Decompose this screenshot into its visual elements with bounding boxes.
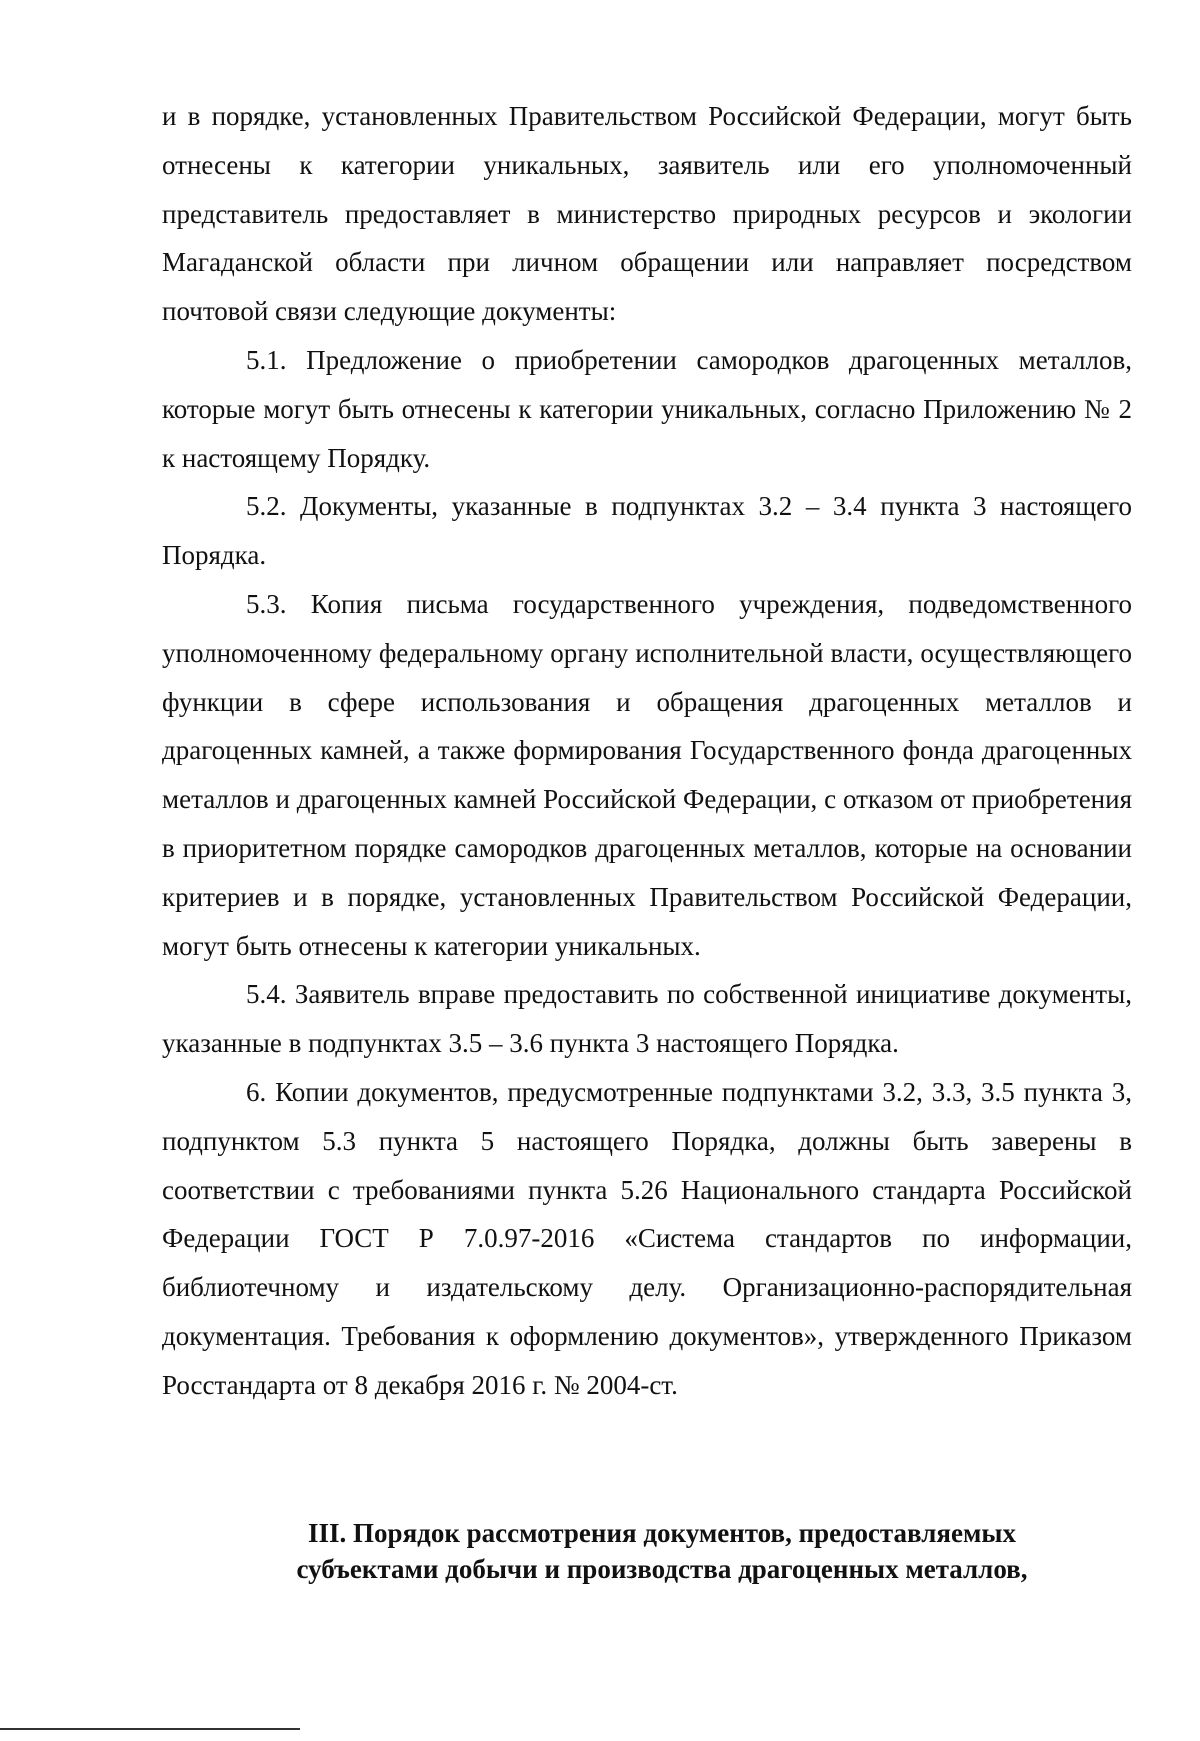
paragraph-5-4: 5.4. Заявитель вправе предоставить по собственной инициативе документы, указанные в подпунктах 3.5 – 3.6 пункта 3 настоящего Порядка. [162,979,1132,1059]
section-heading-line-1: III. Порядок рассмотрения документов, предоставляемых [308,1518,1016,1548]
paragraph-intro-continuation: и в порядке, установленных Правительством Российской Федерации, могут быть отнесены к категории уникальных, заявитель или его уполномоченный представитель предоставляет в министерство природных ресурсов и экологии Магаданской области при личном обращении или направляет посредством почтовой связи следующие документы: [162,101,1132,327]
paragraph-5-3: 5.3. Копия письма государственного учреждения, подведомственного уполномоченному федеральному органу исполнительной власти, осуществляющего функции в сфере использования и обращения драгоценных металлов и драгоценных камней, а также формирования Государственного фонда драгоценных металлов и драгоценных камней Российской Федерации, с отказом от приобретения в приоритетном порядке самородков драгоценных металлов, которые на основании критериев и в порядке, установленных Правительством Российской Федерации, могут быть отнесены к категории уникальных. [162,588,1132,961]
footnote-divider [0,1728,300,1730]
paragraph-5-1: 5.1. Предложение о приобретении самородков драгоценных металлов, которые могут быть отнесены к категории уникальных, согласно Приложению № 2 к настоящему Порядку. [162,344,1132,473]
section-heading-line-2: субъектами добычи и производства драгоценных металлов, [296,1554,1028,1584]
section-heading [162,1515,1162,1587]
paragraph-5-2: 5.2. Документы, указанные в подпунктах 3.2 – 3.4 пункта 3 настоящего Порядка. [162,491,1132,571]
paragraph-6: 6. Копии документов, предусмотренные подпунктами 3.2, 3.3, 3.5 пункта 3, подпунктом 5.3 пункта 5 настоящего Порядка, должны быть заверены в соответствии с требованиями пункта 5.26 Национального стандарта Российской Федерации ГОСТ Р 7.0.97-2016 «Система стандартов по информации, библиотечному и издательскому делу. Организационно-распорядительная документация. Требования к оформлению документов», утвержденного Приказом Росстандарта от 8 декабря 2016 г. № 2004-ст. [162,1076,1132,1400]
document-body [162,92,1132,1410]
